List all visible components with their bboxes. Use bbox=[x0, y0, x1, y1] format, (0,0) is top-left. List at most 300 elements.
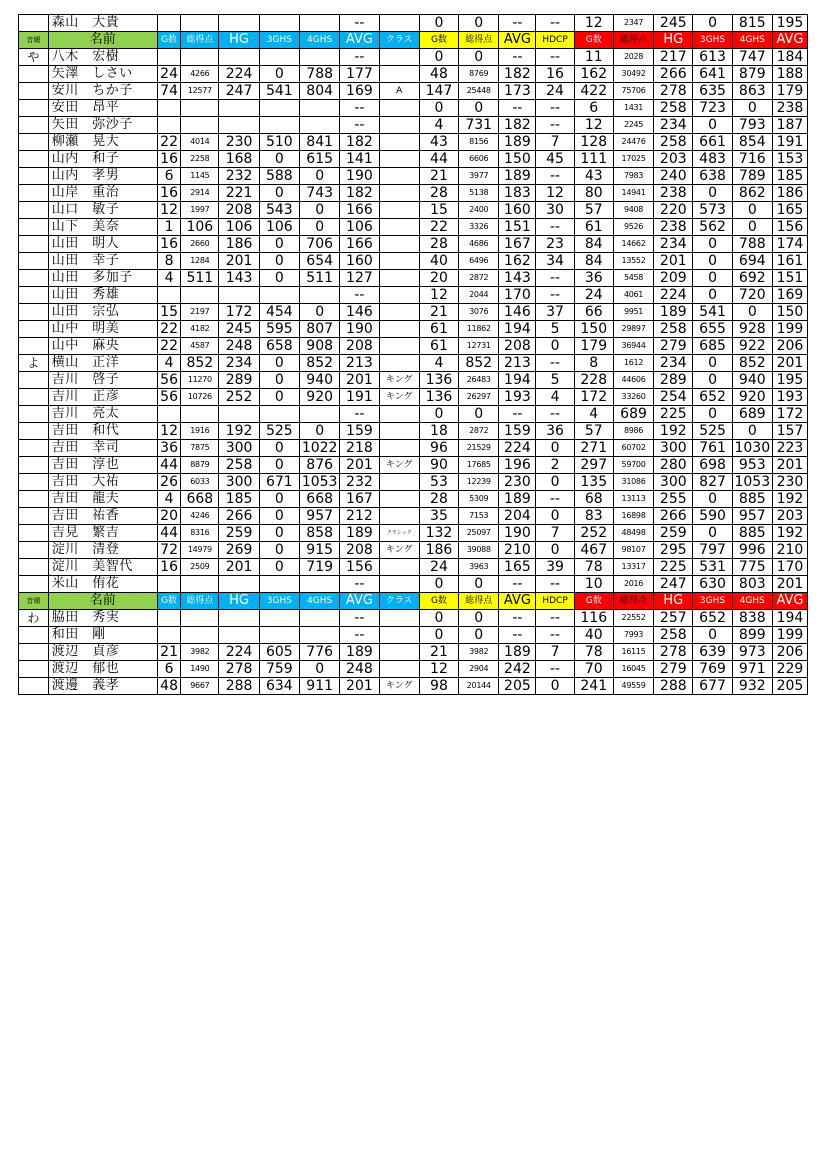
player-name: 山田 秀雄 bbox=[48, 287, 157, 304]
3g-high: 634 bbox=[259, 678, 299, 695]
score-table-body bbox=[19, 15, 808, 695]
average-2: 204 bbox=[499, 508, 536, 525]
high-game bbox=[219, 49, 259, 66]
header-period1-total: 総得点 bbox=[181, 32, 219, 49]
cum-average: 179 bbox=[772, 83, 807, 100]
games bbox=[157, 15, 180, 32]
kana-index-cell bbox=[19, 151, 49, 168]
4g-high: 940 bbox=[300, 372, 340, 389]
average-2: 208 bbox=[499, 338, 536, 355]
cum-games: 467 bbox=[574, 542, 613, 559]
high-game: 300 bbox=[219, 474, 259, 491]
handicap: 34 bbox=[536, 253, 574, 270]
cum-high-game: 289 bbox=[654, 372, 693, 389]
player-name: 山田 幸子 bbox=[48, 253, 157, 270]
class bbox=[379, 236, 419, 253]
4g-high bbox=[300, 406, 340, 423]
cum-games: 241 bbox=[574, 678, 613, 695]
average: 166 bbox=[340, 236, 379, 253]
cum-high-game: 201 bbox=[654, 253, 693, 270]
cum-high-game: 259 bbox=[654, 525, 693, 542]
total-score-2: 731 bbox=[459, 117, 499, 134]
3g-high bbox=[259, 287, 299, 304]
cum-3g-high: 0 bbox=[693, 491, 732, 508]
3g-high: 510 bbox=[259, 134, 299, 151]
kana-index-cell bbox=[19, 185, 49, 202]
kana-index-cell bbox=[19, 389, 49, 406]
cum-high-game: 258 bbox=[654, 134, 693, 151]
header-period1-games: G数 bbox=[157, 593, 180, 610]
cum-games: 252 bbox=[574, 525, 613, 542]
4g-high: 858 bbox=[300, 525, 340, 542]
4g-high: 706 bbox=[300, 236, 340, 253]
cum-3g-high: 677 bbox=[693, 678, 732, 695]
cum-total: 13317 bbox=[613, 559, 653, 576]
handicap: -- bbox=[536, 406, 574, 423]
handicap: 12 bbox=[536, 185, 574, 202]
kana-index-cell bbox=[19, 474, 49, 491]
games: 36 bbox=[157, 440, 180, 457]
4g-high: 0 bbox=[300, 219, 340, 236]
header-kana: 音順 bbox=[19, 32, 49, 49]
cum-3g-high: 0 bbox=[693, 15, 732, 32]
header-total-avg: AVG bbox=[772, 593, 807, 610]
cum-average: 206 bbox=[772, 338, 807, 355]
handicap: 24 bbox=[536, 83, 574, 100]
games-2: 96 bbox=[419, 440, 458, 457]
cum-3g-high: 0 bbox=[693, 627, 732, 644]
cum-4g-high: 940 bbox=[732, 372, 772, 389]
cum-high-game: 189 bbox=[654, 304, 693, 321]
table-row bbox=[19, 559, 808, 576]
total-score bbox=[181, 15, 219, 32]
games-2: 61 bbox=[419, 338, 458, 355]
kana-index-cell bbox=[19, 491, 49, 508]
4g-high: 654 bbox=[300, 253, 340, 270]
handicap: 36 bbox=[536, 423, 574, 440]
class: キング bbox=[379, 457, 419, 474]
cum-games: 78 bbox=[574, 644, 613, 661]
average: 146 bbox=[340, 304, 379, 321]
cum-3g-high: 573 bbox=[693, 202, 732, 219]
cum-high-game: 258 bbox=[654, 321, 693, 338]
high-game bbox=[219, 627, 259, 644]
cum-4g-high: 694 bbox=[732, 253, 772, 270]
cum-average: 223 bbox=[772, 440, 807, 457]
games bbox=[157, 576, 180, 593]
cum-4g-high: 775 bbox=[732, 559, 772, 576]
4g-high bbox=[300, 100, 340, 117]
4g-high: 915 bbox=[300, 542, 340, 559]
cum-high-game: 288 bbox=[654, 678, 693, 695]
cum-high-game: 224 bbox=[654, 287, 693, 304]
average-2: 189 bbox=[499, 644, 536, 661]
cum-total: 22552 bbox=[613, 610, 653, 627]
cum-3g-high: 613 bbox=[693, 49, 732, 66]
kana-index-cell bbox=[19, 627, 49, 644]
class bbox=[379, 661, 419, 678]
games: 15 bbox=[157, 304, 180, 321]
cum-4g-high: 0 bbox=[732, 202, 772, 219]
class: クラシック bbox=[379, 525, 419, 542]
cum-high-game: 220 bbox=[654, 202, 693, 219]
games-2: 53 bbox=[419, 474, 458, 491]
table-row bbox=[19, 287, 808, 304]
cum-average: 201 bbox=[772, 457, 807, 474]
games: 4 bbox=[157, 355, 180, 372]
table-row bbox=[19, 134, 808, 151]
games-2: 40 bbox=[419, 253, 458, 270]
cum-games: 4 bbox=[574, 406, 613, 423]
cum-total: 689 bbox=[613, 406, 653, 423]
handicap: 16 bbox=[536, 66, 574, 83]
cum-4g-high: 920 bbox=[732, 389, 772, 406]
high-game: 172 bbox=[219, 304, 259, 321]
cum-4g-high: 838 bbox=[732, 610, 772, 627]
class bbox=[379, 100, 419, 117]
player-name: 渡辺 郁也 bbox=[48, 661, 157, 678]
high-game: 208 bbox=[219, 202, 259, 219]
total-score: 1145 bbox=[181, 168, 219, 185]
cum-high-game: 279 bbox=[654, 338, 693, 355]
class bbox=[379, 559, 419, 576]
4g-high bbox=[300, 15, 340, 32]
games: 16 bbox=[157, 185, 180, 202]
class bbox=[379, 219, 419, 236]
cum-high-game: 295 bbox=[654, 542, 693, 559]
table-row bbox=[19, 440, 808, 457]
class bbox=[379, 440, 419, 457]
table-row bbox=[19, 474, 808, 491]
average: 201 bbox=[340, 457, 379, 474]
average-2: -- bbox=[499, 100, 536, 117]
header-name: 名前 bbox=[48, 593, 157, 610]
games bbox=[157, 406, 180, 423]
table-row bbox=[19, 678, 808, 695]
handicap: -- bbox=[536, 287, 574, 304]
cum-games: 43 bbox=[574, 168, 613, 185]
games: 4 bbox=[157, 270, 180, 287]
cum-4g-high: 788 bbox=[732, 236, 772, 253]
3g-high: 0 bbox=[259, 151, 299, 168]
handicap: -- bbox=[536, 491, 574, 508]
header-total-avg: AVG bbox=[772, 32, 807, 49]
header-total-hg: HG bbox=[654, 32, 693, 49]
kana-index-cell bbox=[19, 423, 49, 440]
average: -- bbox=[340, 287, 379, 304]
cum-3g-high: 638 bbox=[693, 168, 732, 185]
table-row bbox=[19, 49, 808, 66]
header-total-games: G数 bbox=[574, 593, 613, 610]
handicap: 23 bbox=[536, 236, 574, 253]
cum-games: 84 bbox=[574, 236, 613, 253]
cum-games: 6 bbox=[574, 100, 613, 117]
3g-high: 0 bbox=[259, 525, 299, 542]
cum-average: 172 bbox=[772, 406, 807, 423]
cum-3g-high: 797 bbox=[693, 542, 732, 559]
average: 189 bbox=[340, 644, 379, 661]
kana-index-cell: わ bbox=[19, 610, 49, 627]
table-row bbox=[19, 389, 808, 406]
games-2: 21 bbox=[419, 168, 458, 185]
player-name: 山岸 重治 bbox=[48, 185, 157, 202]
cum-high-game: 217 bbox=[654, 49, 693, 66]
total-score bbox=[181, 406, 219, 423]
average: 177 bbox=[340, 66, 379, 83]
3g-high: 525 bbox=[259, 423, 299, 440]
average: -- bbox=[340, 406, 379, 423]
player-name: 米山 侑花 bbox=[48, 576, 157, 593]
3g-high: 0 bbox=[259, 253, 299, 270]
handicap: 5 bbox=[536, 321, 574, 338]
average-2: 162 bbox=[499, 253, 536, 270]
3g-high bbox=[259, 117, 299, 134]
games: 4 bbox=[157, 491, 180, 508]
cum-3g-high: 531 bbox=[693, 559, 732, 576]
high-game: 289 bbox=[219, 372, 259, 389]
cum-games: 68 bbox=[574, 491, 613, 508]
4g-high: 841 bbox=[300, 134, 340, 151]
3g-high: 106 bbox=[259, 219, 299, 236]
3g-high: 0 bbox=[259, 185, 299, 202]
cum-4g-high: 973 bbox=[732, 644, 772, 661]
average-2: 167 bbox=[499, 236, 536, 253]
games-2: 0 bbox=[419, 610, 458, 627]
average: -- bbox=[340, 627, 379, 644]
4g-high: 0 bbox=[300, 661, 340, 678]
header-row bbox=[19, 32, 808, 49]
player-name: 山中 明美 bbox=[48, 321, 157, 338]
high-game: 201 bbox=[219, 253, 259, 270]
cum-average: 229 bbox=[772, 661, 807, 678]
3g-high bbox=[259, 15, 299, 32]
cum-games: 12 bbox=[574, 15, 613, 32]
cum-games: 80 bbox=[574, 185, 613, 202]
cum-high-game: 225 bbox=[654, 559, 693, 576]
cum-4g-high: 899 bbox=[732, 627, 772, 644]
header-period1-4ghs: 4GHS bbox=[300, 32, 340, 49]
total-score-2: 0 bbox=[459, 406, 499, 423]
class bbox=[379, 321, 419, 338]
high-game bbox=[219, 287, 259, 304]
average-2: 210 bbox=[499, 542, 536, 559]
cum-4g-high: 793 bbox=[732, 117, 772, 134]
handicap: -- bbox=[536, 168, 574, 185]
games-2: 147 bbox=[419, 83, 458, 100]
handicap: 5 bbox=[536, 372, 574, 389]
average-2: 159 bbox=[499, 423, 536, 440]
cum-total: 9951 bbox=[613, 304, 653, 321]
high-game bbox=[219, 610, 259, 627]
class bbox=[379, 304, 419, 321]
cum-4g-high: 879 bbox=[732, 66, 772, 83]
games-2: 98 bbox=[419, 678, 458, 695]
average-2: 193 bbox=[499, 389, 536, 406]
high-game: 106 bbox=[219, 219, 259, 236]
header-period1-avg: AVG bbox=[340, 593, 379, 610]
handicap: 0 bbox=[536, 474, 574, 491]
class bbox=[379, 134, 419, 151]
class bbox=[379, 287, 419, 304]
average-2: 190 bbox=[499, 525, 536, 542]
average-2: 150 bbox=[499, 151, 536, 168]
3g-high: 0 bbox=[259, 491, 299, 508]
player-name: 矢田 弥沙子 bbox=[48, 117, 157, 134]
header-period2-total: 総得点 bbox=[459, 32, 499, 49]
cum-high-game: 280 bbox=[654, 457, 693, 474]
average: -- bbox=[340, 117, 379, 134]
kana-index-cell bbox=[19, 304, 49, 321]
player-name: 吉田 淳也 bbox=[48, 457, 157, 474]
table-row bbox=[19, 576, 808, 593]
handicap: 0 bbox=[536, 678, 574, 695]
cum-4g-high: 862 bbox=[732, 185, 772, 202]
average-2: 196 bbox=[499, 457, 536, 474]
high-game bbox=[219, 406, 259, 423]
cum-games: 61 bbox=[574, 219, 613, 236]
header-period2-total: 総得点 bbox=[459, 593, 499, 610]
cum-4g-high: 863 bbox=[732, 83, 772, 100]
total-score: 11270 bbox=[181, 372, 219, 389]
high-game: 232 bbox=[219, 168, 259, 185]
3g-high: 605 bbox=[259, 644, 299, 661]
player-name: 横山 正洋 bbox=[48, 355, 157, 372]
games-2: 43 bbox=[419, 134, 458, 151]
total-score bbox=[181, 100, 219, 117]
total-score: 2258 bbox=[181, 151, 219, 168]
games-2: 35 bbox=[419, 508, 458, 525]
average-2: 213 bbox=[499, 355, 536, 372]
handicap: -- bbox=[536, 610, 574, 627]
total-score-2: 2044 bbox=[459, 287, 499, 304]
class: A bbox=[379, 83, 419, 100]
4g-high bbox=[300, 287, 340, 304]
cum-average: 151 bbox=[772, 270, 807, 287]
4g-high: 719 bbox=[300, 559, 340, 576]
4g-high: 511 bbox=[300, 270, 340, 287]
cum-games: 57 bbox=[574, 202, 613, 219]
average: -- bbox=[340, 49, 379, 66]
player-name: 吉川 亮太 bbox=[48, 406, 157, 423]
total-score-2: 26483 bbox=[459, 372, 499, 389]
cum-3g-high: 0 bbox=[693, 236, 732, 253]
cum-total: 4061 bbox=[613, 287, 653, 304]
cum-3g-high: 639 bbox=[693, 644, 732, 661]
3g-high: 0 bbox=[259, 542, 299, 559]
average: 182 bbox=[340, 185, 379, 202]
cum-total: 30492 bbox=[613, 66, 653, 83]
cum-average: 210 bbox=[772, 542, 807, 559]
cum-average: 150 bbox=[772, 304, 807, 321]
class bbox=[379, 474, 419, 491]
cum-3g-high: 661 bbox=[693, 134, 732, 151]
player-name: 森山 大貴 bbox=[48, 15, 157, 32]
header-hdcp: HDCP bbox=[536, 593, 574, 610]
header-class: クラス bbox=[379, 32, 419, 49]
cum-total: 48498 bbox=[613, 525, 653, 542]
average-2: 146 bbox=[499, 304, 536, 321]
high-game: 168 bbox=[219, 151, 259, 168]
cum-3g-high: 630 bbox=[693, 576, 732, 593]
cum-high-game: 234 bbox=[654, 117, 693, 134]
cum-3g-high: 652 bbox=[693, 389, 732, 406]
cum-3g-high: 827 bbox=[693, 474, 732, 491]
average-2: 189 bbox=[499, 491, 536, 508]
average: -- bbox=[340, 576, 379, 593]
games-2: 0 bbox=[419, 15, 458, 32]
total-score-2: 25097 bbox=[459, 525, 499, 542]
kana-index-cell bbox=[19, 457, 49, 474]
total-score-2: 3076 bbox=[459, 304, 499, 321]
cum-4g-high: 689 bbox=[732, 406, 772, 423]
average: 213 bbox=[340, 355, 379, 372]
header-total-4ghs: 4GHS bbox=[732, 32, 772, 49]
cum-average: 165 bbox=[772, 202, 807, 219]
total-score: 106 bbox=[181, 219, 219, 236]
cum-total: 9408 bbox=[613, 202, 653, 219]
cum-average: 201 bbox=[772, 576, 807, 593]
total-score-2: 11862 bbox=[459, 321, 499, 338]
cum-4g-high: 932 bbox=[732, 678, 772, 695]
games bbox=[157, 627, 180, 644]
average-2: 143 bbox=[499, 270, 536, 287]
cum-average: 170 bbox=[772, 559, 807, 576]
kana-index-cell bbox=[19, 117, 49, 134]
cum-3g-high: 685 bbox=[693, 338, 732, 355]
games: 12 bbox=[157, 423, 180, 440]
cum-high-game: 209 bbox=[654, 270, 693, 287]
kana-index-cell bbox=[19, 83, 49, 100]
high-game: 192 bbox=[219, 423, 259, 440]
cum-4g-high: 803 bbox=[732, 576, 772, 593]
games: 16 bbox=[157, 151, 180, 168]
header-period1-hg: HG bbox=[219, 593, 259, 610]
high-game: 221 bbox=[219, 185, 259, 202]
cum-3g-high: 0 bbox=[693, 270, 732, 287]
cum-4g-high: 720 bbox=[732, 287, 772, 304]
total-score-2: 4686 bbox=[459, 236, 499, 253]
total-score bbox=[181, 287, 219, 304]
3g-high bbox=[259, 627, 299, 644]
class bbox=[379, 338, 419, 355]
high-game: 288 bbox=[219, 678, 259, 695]
high-game bbox=[219, 100, 259, 117]
games: 12 bbox=[157, 202, 180, 219]
games: 21 bbox=[157, 644, 180, 661]
total-score-2: 0 bbox=[459, 15, 499, 32]
games-2: 48 bbox=[419, 66, 458, 83]
cum-3g-high: 635 bbox=[693, 83, 732, 100]
cum-total: 31086 bbox=[613, 474, 653, 491]
table-row bbox=[19, 355, 808, 372]
average-2: 151 bbox=[499, 219, 536, 236]
cum-4g-high: 852 bbox=[732, 355, 772, 372]
average-2: 182 bbox=[499, 117, 536, 134]
average: 189 bbox=[340, 525, 379, 542]
total-score bbox=[181, 576, 219, 593]
4g-high bbox=[300, 610, 340, 627]
table-row bbox=[19, 423, 808, 440]
total-score-2: 852 bbox=[459, 355, 499, 372]
cum-total: 16898 bbox=[613, 508, 653, 525]
class bbox=[379, 610, 419, 627]
high-game bbox=[219, 15, 259, 32]
average-2: 230 bbox=[499, 474, 536, 491]
cum-4g-high: 957 bbox=[732, 508, 772, 525]
cum-3g-high: 655 bbox=[693, 321, 732, 338]
total-score-2: 3982 bbox=[459, 644, 499, 661]
header-period1-3ghs: 3GHS bbox=[259, 32, 299, 49]
